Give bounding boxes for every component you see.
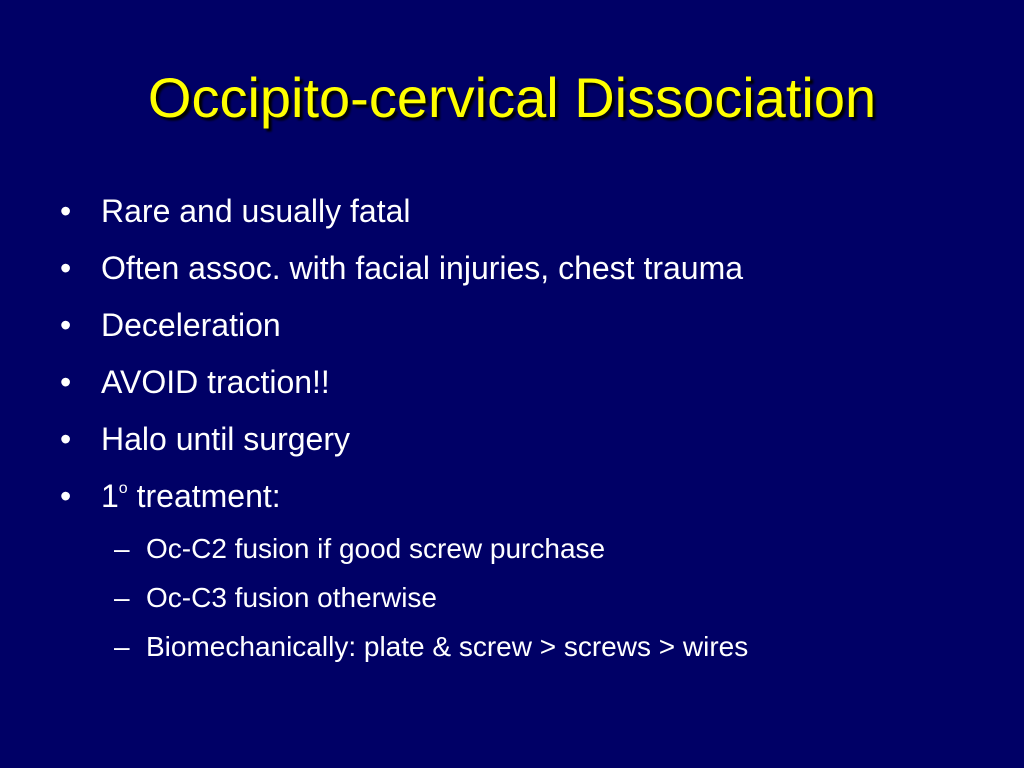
bullet-text: Rare and usually fatal bbox=[101, 193, 411, 229]
sub-bullet-text: Oc-C3 fusion otherwise bbox=[146, 582, 438, 613]
bullet-marker: • bbox=[60, 478, 72, 514]
sub-bullet-marker: – bbox=[114, 533, 130, 564]
bullet-text: Deceleration bbox=[101, 307, 281, 343]
bullet-marker: • bbox=[60, 421, 72, 457]
sub-bullet-marker: – bbox=[114, 631, 130, 662]
treatment-label: treatment: bbox=[127, 478, 281, 514]
sub-bullet-text: Oc-C2 fusion if good screw purchase bbox=[146, 533, 606, 564]
sub-bullet-text: Biomechanically: plate & screw > screws > wires bbox=[146, 631, 749, 662]
slide-title: Occipito-cervical Dissociation bbox=[147, 66, 877, 129]
degree-symbol: o bbox=[118, 480, 128, 497]
bullet-marker: • bbox=[60, 307, 72, 343]
bullet-text bbox=[101, 476, 281, 516]
bullet-text: Halo until surgery bbox=[101, 421, 350, 457]
bullet-text: AVOID traction!! bbox=[101, 364, 330, 400]
bullet-marker: • bbox=[60, 193, 72, 229]
bullet-text: Often assoc. with facial injuries, chest trauma bbox=[101, 250, 744, 286]
bullet-marker: • bbox=[60, 250, 72, 286]
treatment-number: 1 bbox=[101, 478, 119, 514]
sub-bullet-marker: – bbox=[114, 582, 130, 613]
bullet-marker: • bbox=[60, 364, 72, 400]
